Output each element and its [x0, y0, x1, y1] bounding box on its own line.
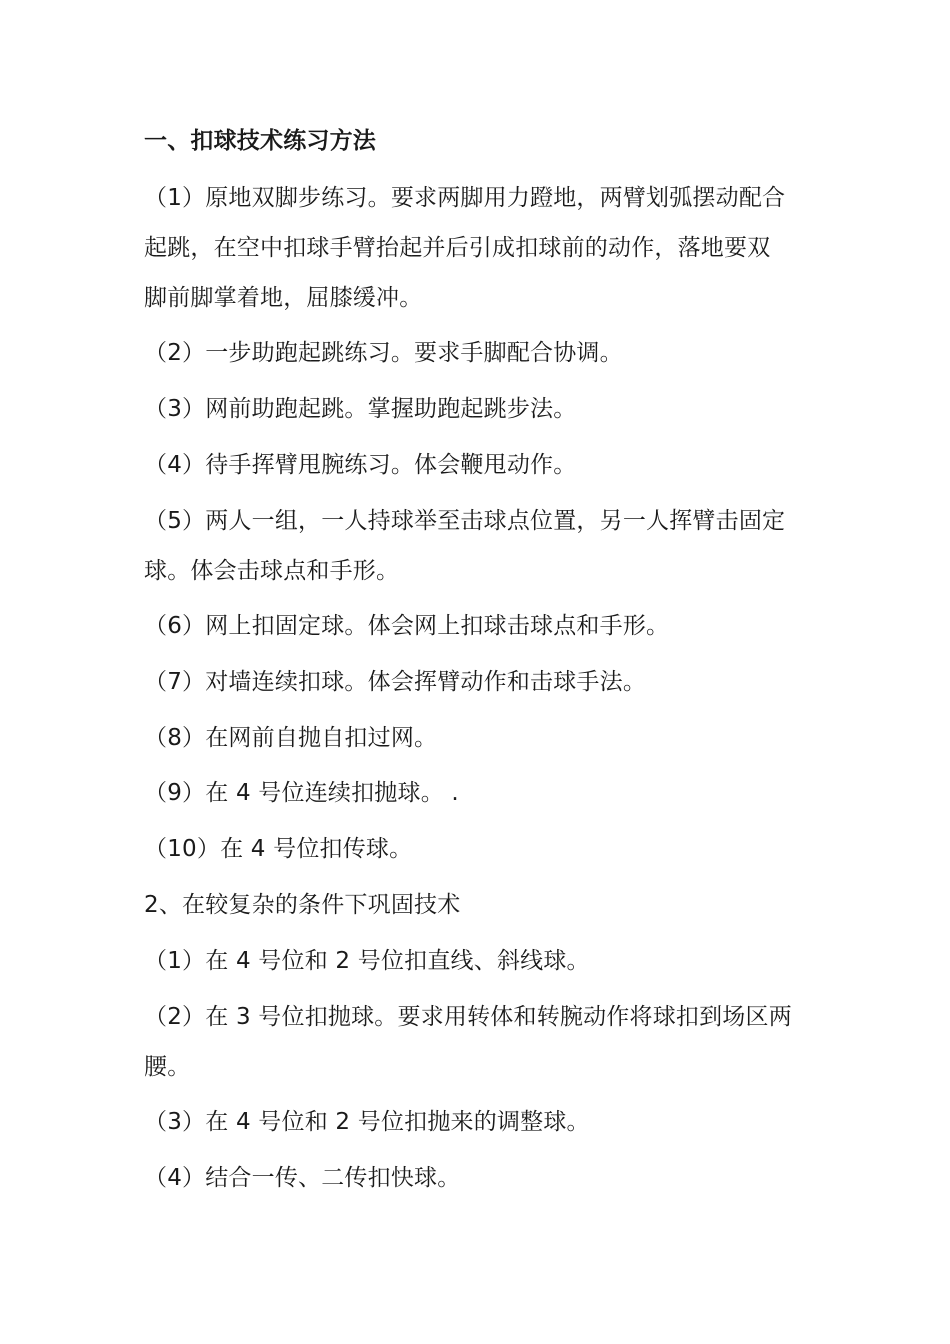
paragraph-line: （6）网上扣固定球。体会网上扣球击球点和手形。	[144, 613, 670, 639]
paragraph-line: （1）在 4 号位和 2 号位扣直线、斜线球。	[144, 948, 590, 974]
paragraph-line: （10）在 4 号位扣传球。	[144, 836, 413, 862]
paragraph-line: 球。体会击球点和手形。	[144, 558, 400, 584]
paragraph-line: （2）一步助跑起跳练习。要求手脚配合协调。	[144, 340, 623, 366]
paragraph-line: 起跳，在空中扣球手臂抬起并后引成扣球前的动作，落地要双	[144, 235, 771, 261]
paragraph-line: （7）对墙连续扣球。体会挥臂动作和击球手法。	[144, 669, 647, 695]
paragraph-line: （3）网前助跑起跳。掌握助跑起跳步法。	[144, 396, 577, 422]
paragraph-line: （2）在 3 号位扣抛球。要求用转体和转腕动作将球扣到场区两	[144, 1004, 792, 1030]
paragraph-line: （3）在 4 号位和 2 号位扣抛来的调整球。	[144, 1109, 590, 1135]
paragraph-line: （8）在网前自抛自扣过网。	[144, 725, 438, 751]
paragraph-line: 腰。	[144, 1054, 191, 1080]
paragraph-line: 脚前脚掌着地，屈膝缓冲。	[144, 285, 423, 311]
paragraph-line: （4）结合一传、二传扣快球。	[144, 1165, 461, 1191]
paragraph-line: （5）两人一组，一人持球举至击球点位置，另一人挥臂击固定	[144, 508, 786, 534]
paragraph-line: （9）在 4 号位连续扣抛球。 .	[144, 780, 459, 806]
paragraph-line: （4）待手挥臂甩腕练习。体会鞭甩动作。	[144, 452, 577, 478]
section-heading: 一、扣球技术练习方法	[144, 128, 376, 154]
paragraph-line: （1）原地双脚步练习。要求两脚用力蹬地，两臂划弧摆动配合	[144, 185, 786, 211]
subheading: 2、在较复杂的条件下巩固技术	[144, 892, 461, 918]
